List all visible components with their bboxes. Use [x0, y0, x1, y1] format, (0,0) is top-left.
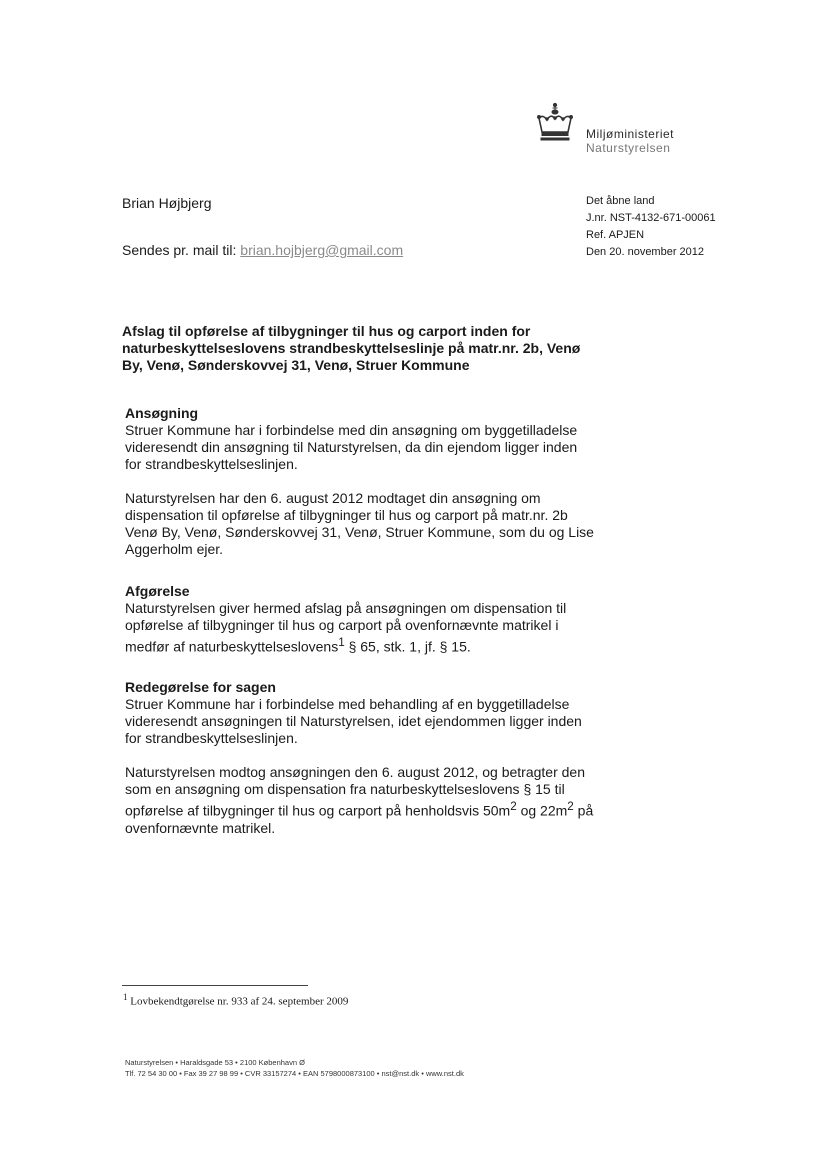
- section-redegorelse: [125, 679, 595, 837]
- superscript: 2: [510, 800, 517, 813]
- letter-subject: Afslag til opførelse af tilbygninger til hus og carport inden for naturbeskyttelseslovens strandbeskyttelseslinje på matr.nr. 2b, Venø By, Venø, Sønderskovvej 31, Venø, Struer Kommune: [122, 323, 581, 373]
- logo-text: [586, 127, 674, 155]
- paragraph: Struer Kommune har i forbindelse med behandling af en byggetilladelse videresendt ansøgningen til Naturstyrelsen, idet ejendommen ligger inden for strandbeskyttelseslinjen.: [125, 696, 582, 746]
- paragraph: [125, 600, 595, 656]
- footnote-reference: 1: [338, 636, 345, 649]
- send-line: [122, 242, 403, 258]
- paragraph-text: på ovenfornævnte matrikel.: [125, 802, 594, 836]
- footer-address: Naturstyrelsen • Haraldsgade 53 • 2100 København Ø: [125, 1058, 305, 1067]
- letter-meta: [586, 193, 716, 261]
- recipient-email-link[interactable]: brian.hojbjerg@gmail.com: [240, 242, 404, 258]
- reference: Ref. APJEN: [586, 229, 645, 241]
- send-prefix: Sendes pr. mail til:: [122, 242, 241, 258]
- footnote-mark: 1: [123, 992, 128, 1002]
- paragraph-text: § 65, stk. 1, jf. § 15.: [344, 638, 471, 655]
- letter-footer: [125, 1057, 464, 1079]
- section-ansogning: [125, 405, 595, 558]
- superscript: 2: [567, 800, 574, 813]
- department: Det åbne land: [586, 195, 655, 207]
- paragraph: Naturstyrelsen har den 6. august 2012 modtaget din ansøgning om dispensation til opførelse af tilbygninger til hus og carport på matr.nr. 2b Venø By, Venø, Sønderskovvej 31, Venø, Struer Kommune, som du og Lise Aggerholm ejer.: [125, 490, 594, 557]
- section-heading: Afgørelse: [125, 583, 190, 599]
- letter-date: Den 20. november 2012: [586, 246, 705, 258]
- paragraph-text: og 22m: [516, 802, 568, 819]
- paragraph: Struer Kommune har i forbindelse med din ansøgning om byggetilladelse videresendt din ansøgning til Naturstyrelsen, da din ejendom ligger inden for strandbeskyttelseslinjen.: [125, 422, 578, 472]
- section-afgorelse: [125, 583, 595, 656]
- paragraph: [125, 764, 595, 837]
- journal-number: J.nr. NST-4132-671-00061: [586, 212, 716, 224]
- crown-icon: [535, 102, 575, 142]
- recipient-name: Brian Højbjerg: [122, 195, 212, 211]
- ministry-name: Miljøministeriet: [586, 127, 675, 141]
- footnote: [123, 992, 348, 1008]
- footnote-divider: [122, 985, 308, 986]
- paragraph-text: Naturstyrelsen modtog ansøgningen den 6. august 2012, og betragter den som en ansøgning om dispensation fra naturbeskyttelseslovens § 15 til opførelse af tilbygninger til hus og carport på henholdsvis 50m: [125, 764, 585, 819]
- section-heading: Redegørelse for sagen: [125, 679, 276, 695]
- section-heading: Ansøgning: [125, 405, 199, 421]
- footer-contact: Tlf. 72 54 30 00 • Fax 39 27 98 99 • CVR 33157274 • EAN 5798000873100 • nst@nst.dk • www.nst.dk: [125, 1069, 464, 1078]
- paragraph-text: Naturstyrelsen giver hermed afslag på ansøgningen om dispensation til opførelse af tilbygninger til hus og carport på ovenfornævnte matrikel i medfør af naturbeskyttelseslovens: [125, 600, 567, 655]
- footnote-text: Lovbekendtgørelse nr. 933 af 24. september 2009: [127, 995, 349, 1008]
- agency-name: Naturstyrelsen: [586, 141, 671, 155]
